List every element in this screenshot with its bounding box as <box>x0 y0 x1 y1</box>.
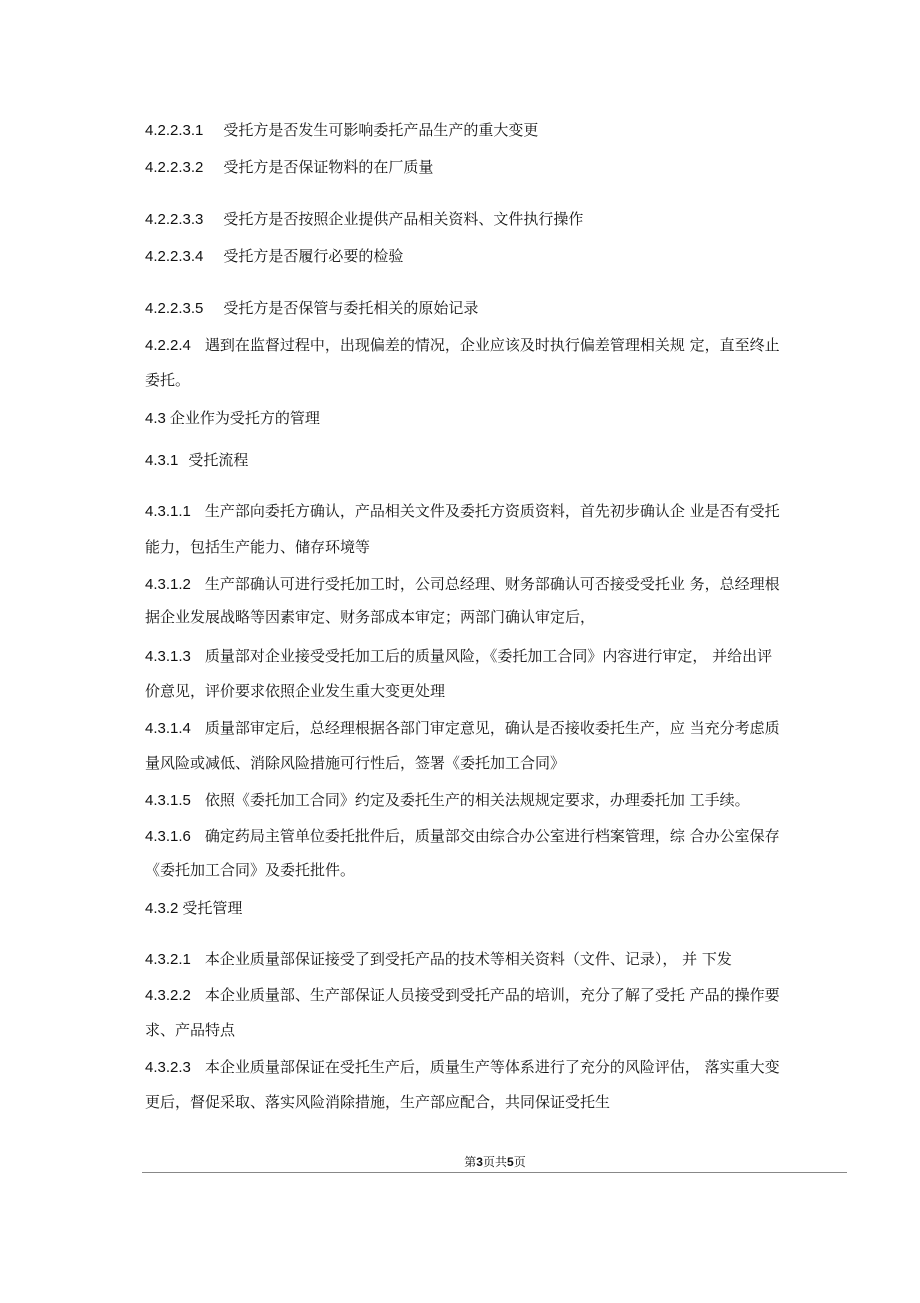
current-page-number: 3 <box>476 1155 483 1169</box>
clause-number: 4.3.1.1 <box>145 503 191 520</box>
clause-text: 能力，包括生产能力、储存环境等 <box>145 538 371 556</box>
clause-4-2-2-3-4 <box>145 246 403 267</box>
clause-text: 本企业质量部保证接受了到受托产品的技术等相关资料（文件、记录）， 并 下发 <box>204 950 732 968</box>
clause-text: 更后，督促采取、落实风险消除措施，生产部应配合，共同保证受托生 <box>145 1093 611 1111</box>
clause-text: 求、产品特点 <box>145 1021 236 1039</box>
clause-text: 质量部对企业接受受托加工后的质量风险，《委托加工合同》内容进行审定， 并给出评 <box>204 647 773 665</box>
clause-4-2-2-4 <box>145 335 780 356</box>
clause-text: 确定药局主管单位委托批件后，质量部交由综合办公室进行档案管理，综 合办公室保存 <box>204 827 780 845</box>
clause-4-3-2-2 <box>145 985 780 1006</box>
clause-4-3-1-1 <box>145 501 780 522</box>
clause-number: 4.2.2.3.4 <box>145 248 204 265</box>
clause-number: 4.3.1.4 <box>145 720 191 737</box>
section-4-3-heading <box>145 408 320 429</box>
clause-4-3-1-3 <box>145 646 772 667</box>
clause-number: 4.2.2.3.3 <box>145 211 204 228</box>
clause-number: 4.3.1.2 <box>145 576 191 593</box>
clause-text: 受托方是否保管与委托相关的原始记录 <box>223 299 479 317</box>
section-4-3-1-heading <box>145 450 248 471</box>
section-title: 受托管理 <box>182 899 243 917</box>
clause-number: 4.2.2.3.1 <box>145 122 204 139</box>
clause-number: 4.3.1.5 <box>145 792 191 809</box>
clause-continuation <box>145 753 565 773</box>
section-title: 受托流程 <box>188 451 249 469</box>
clause-text: 依照《委托加工合同》约定及委托生产的相关法规规定要求，办理委托加 工手续。 <box>204 791 750 809</box>
clause-continuation <box>145 370 190 390</box>
clause-number: 4.2.2.3.2 <box>145 159 204 176</box>
footer-middle: 页共 <box>482 1155 507 1169</box>
clause-text: 生产部确认可进行受托加工时，公司总经理、财务部确认可否接受受托业 务，总经理根 <box>204 575 780 593</box>
section-number: 4.3.2 <box>145 900 179 917</box>
clause-text: 受托方是否保证物料的在厂质量 <box>223 158 434 176</box>
clause-continuation <box>145 607 595 627</box>
clause-continuation <box>145 1092 610 1112</box>
page-footer <box>0 1154 920 1170</box>
clause-4-3-2-1 <box>145 949 732 970</box>
clause-number: 4.3.1.3 <box>145 648 191 665</box>
clause-4-2-2-3-5 <box>145 298 478 319</box>
clause-number: 4.2.2.3.5 <box>145 300 204 317</box>
clause-text: 遇到在监督过程中，出现偏差的情况，企业应该及时执行偏差管理相关规 定，直至终止 <box>204 336 780 354</box>
clause-continuation <box>145 681 445 701</box>
clause-4-2-2-3-1 <box>145 120 538 141</box>
clause-continuation <box>145 860 355 880</box>
clause-continuation <box>145 537 370 557</box>
section-number: 4.3.1 <box>145 452 179 469</box>
clause-text: 据企业发展战略等因素审定、财务部成本审定；两部门确认审定后， <box>145 608 596 626</box>
clause-text: 受托方是否履行必要的检验 <box>223 247 404 265</box>
clause-4-3-1-2 <box>145 574 780 595</box>
clause-number: 4.3.2.3 <box>145 1059 191 1076</box>
clause-number: 4.2.2.4 <box>145 337 191 354</box>
clause-text: 委托。 <box>145 371 191 389</box>
clause-text: 价意见，评价要求依照企业发生重大变更处理 <box>145 682 446 700</box>
section-title: 企业作为受托方的管理 <box>169 409 320 427</box>
clause-number: 4.3.2.1 <box>145 951 191 968</box>
clause-4-2-2-3-3 <box>145 209 583 230</box>
clause-text: 量风险或减低、消除风险措施可行性后，签署《委托加工合同》 <box>145 754 566 772</box>
total-page-number: 5 <box>507 1155 514 1169</box>
clause-text: 本企业质量部、生产部保证人员接受到受托产品的培训，充分了解了受托 产品的操作要 <box>204 986 780 1004</box>
clause-number: 4.3.1.6 <box>145 828 191 845</box>
footer-suffix: 页 <box>513 1155 526 1169</box>
clause-4-3-1-4 <box>145 718 780 739</box>
clause-4-2-2-3-2 <box>145 157 433 178</box>
footer-divider <box>142 1172 847 1173</box>
clause-text: 生产部向委托方确认，产品相关文件及委托方资质资料，首先初步确认企 业是否有受托 <box>204 502 780 520</box>
clause-text: 受托方是否按照企业提供产品相关资料、文件执行操作 <box>223 210 584 228</box>
section-number: 4.3 <box>145 410 166 427</box>
clause-continuation <box>145 1020 235 1040</box>
clause-text: 质量部审定后，总经理根据各部门审定意见，确认是否接收委托生产，应 当充分考虑质 <box>204 719 780 737</box>
clause-4-3-2-3 <box>145 1057 780 1078</box>
section-4-3-2-heading <box>145 898 242 919</box>
footer-prefix: 第 <box>464 1155 477 1169</box>
clause-text: 受托方是否发生可影响委托产品生产的重大变更 <box>223 121 539 139</box>
clause-text: 《委托加工合同》及委托批件。 <box>145 861 356 879</box>
clause-number: 4.3.2.2 <box>145 987 191 1004</box>
clause-4-3-1-6 <box>145 826 780 847</box>
clause-text: 本企业质量部保证在受托生产后，质量生产等体系进行了充分的风险评估， 落实重大变 <box>204 1058 780 1076</box>
clause-4-3-1-5 <box>145 790 750 811</box>
